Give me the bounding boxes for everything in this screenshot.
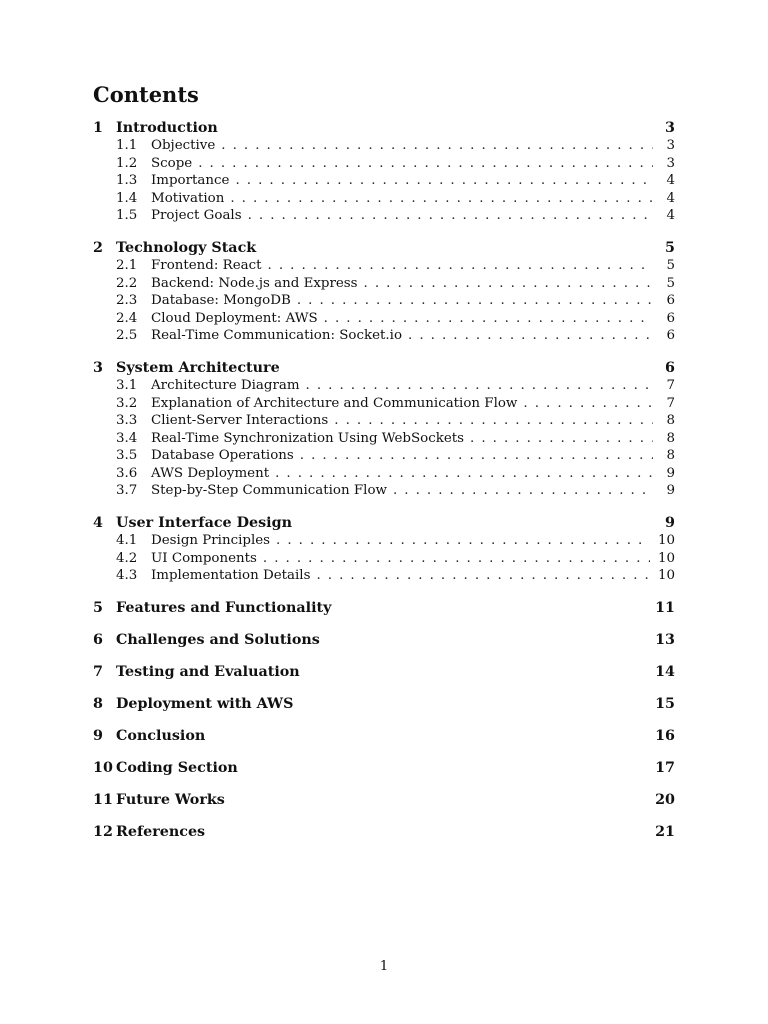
subsection-page: 9 bbox=[666, 483, 675, 498]
dot-leader bbox=[275, 466, 653, 481]
toc-subsection-1-1[interactable] bbox=[93, 138, 675, 155]
subsection-number: 1.4 bbox=[116, 191, 138, 206]
toc-subsection-1-5[interactable] bbox=[93, 208, 675, 225]
dot-leader bbox=[523, 396, 653, 411]
section-number: 2 bbox=[93, 240, 103, 256]
dot-leader bbox=[268, 258, 653, 273]
toc-section-3[interactable] bbox=[93, 360, 675, 377]
section-page: 20 bbox=[655, 792, 675, 808]
toc-subsection-2-4[interactable] bbox=[93, 311, 675, 328]
subsection-page: 5 bbox=[666, 258, 675, 273]
dot-leader bbox=[334, 413, 653, 428]
section-title: Coding Section bbox=[116, 760, 238, 776]
subsection-page: 10 bbox=[657, 568, 675, 583]
dot-leader bbox=[248, 208, 653, 223]
toc-subsection-1-3[interactable] bbox=[93, 173, 675, 190]
dot-leader bbox=[230, 191, 653, 206]
subsection-number: 2.5 bbox=[116, 328, 138, 343]
subsection-title: Design Principles bbox=[151, 533, 271, 548]
subsection-title: UI Components bbox=[151, 551, 257, 566]
subsection-number: 3.7 bbox=[116, 483, 138, 498]
subsection-number: 1.2 bbox=[116, 156, 138, 171]
subsection-page: 7 bbox=[666, 396, 675, 411]
subsection-page: 9 bbox=[666, 466, 675, 481]
dot-leader bbox=[198, 156, 653, 171]
section-number: 10 bbox=[93, 760, 113, 776]
toc-subsection-3-1[interactable] bbox=[93, 378, 675, 395]
toc-section-6[interactable] bbox=[93, 632, 675, 649]
subsection-number: 3.3 bbox=[116, 413, 138, 428]
subsection-page: 6 bbox=[666, 293, 675, 308]
dot-leader bbox=[306, 378, 653, 393]
section-page: 15 bbox=[655, 696, 675, 712]
subsection-page: 4 bbox=[666, 173, 675, 188]
toc-subsection-4-1[interactable] bbox=[93, 533, 675, 550]
subsection-title: Step-by-Step Communication Flow bbox=[151, 483, 387, 498]
section-title: Technology Stack bbox=[116, 240, 257, 256]
section-number: 8 bbox=[93, 696, 103, 712]
section-title: Deployment with AWS bbox=[116, 696, 294, 712]
subsection-number: 4.1 bbox=[116, 533, 138, 548]
subsection-title: Implementation Details bbox=[151, 568, 311, 583]
dot-leader bbox=[316, 568, 650, 583]
section-page: 11 bbox=[655, 600, 675, 616]
section-page: 6 bbox=[665, 360, 675, 376]
subsection-title: Architecture Diagram bbox=[151, 378, 300, 393]
subsection-page: 6 bbox=[666, 311, 675, 326]
toc-section-2[interactable] bbox=[93, 240, 675, 257]
subsection-title: AWS Deployment bbox=[151, 466, 270, 481]
subsection-page: 8 bbox=[666, 448, 675, 463]
section-number: 1 bbox=[93, 120, 103, 136]
toc-subsection-3-6[interactable] bbox=[93, 466, 675, 483]
section-page: 21 bbox=[655, 824, 675, 840]
section-number: 12 bbox=[93, 824, 113, 840]
subsection-page: 10 bbox=[657, 551, 675, 566]
section-title: Introduction bbox=[116, 120, 218, 136]
subsection-title: Frontend: React bbox=[151, 258, 262, 273]
section-title: Future Works bbox=[116, 792, 225, 808]
subsection-page: 7 bbox=[666, 378, 675, 393]
toc-subsection-3-4[interactable] bbox=[93, 431, 675, 448]
page-title: Contents bbox=[93, 82, 199, 107]
dot-leader bbox=[235, 173, 653, 188]
toc-subsection-4-2[interactable] bbox=[93, 551, 675, 568]
subsection-number: 2.2 bbox=[116, 276, 138, 291]
subsection-page: 6 bbox=[666, 328, 675, 343]
toc-section-9[interactable] bbox=[93, 728, 675, 745]
section-number: 11 bbox=[93, 792, 113, 808]
toc-section-4[interactable] bbox=[93, 515, 675, 532]
subsection-title: Backend: Node.js and Express bbox=[151, 276, 358, 291]
section-title: Testing and Evaluation bbox=[116, 664, 300, 680]
dot-leader bbox=[276, 533, 650, 548]
section-page: 9 bbox=[665, 515, 675, 531]
subsection-title: Importance bbox=[151, 173, 230, 188]
toc-subsection-1-4[interactable] bbox=[93, 191, 675, 208]
dot-leader bbox=[393, 483, 653, 498]
toc-subsection-2-3[interactable] bbox=[93, 293, 675, 310]
section-page: 3 bbox=[665, 120, 675, 136]
subsection-title: Cloud Deployment: AWS bbox=[151, 311, 318, 326]
toc-subsection-3-2[interactable] bbox=[93, 396, 675, 413]
subsection-number: 3.6 bbox=[116, 466, 138, 481]
dot-leader bbox=[263, 551, 650, 566]
subsection-page: 3 bbox=[666, 138, 675, 153]
dot-leader bbox=[470, 431, 653, 446]
subsection-title: Explanation of Architecture and Communication Flow bbox=[151, 396, 518, 411]
subsection-number: 2.3 bbox=[116, 293, 138, 308]
toc-section-11[interactable] bbox=[93, 792, 675, 809]
subsection-page: 8 bbox=[666, 413, 675, 428]
subsection-number: 3.4 bbox=[116, 431, 138, 446]
page-number: 1 bbox=[379, 959, 389, 974]
subsection-number: 4.2 bbox=[116, 551, 138, 566]
subsection-title: Real-Time Communication: Socket.io bbox=[151, 328, 403, 343]
subsection-page: 3 bbox=[666, 156, 675, 171]
dot-leader bbox=[300, 448, 653, 463]
subsection-title: Scope bbox=[151, 156, 193, 171]
toc-section-12[interactable] bbox=[93, 824, 675, 841]
dot-leader bbox=[408, 328, 653, 343]
section-number: 4 bbox=[93, 515, 103, 531]
toc-section-1[interactable] bbox=[93, 120, 675, 137]
subsection-page: 8 bbox=[666, 431, 675, 446]
subsection-number: 2.1 bbox=[116, 258, 138, 273]
section-number: 9 bbox=[93, 728, 103, 744]
subsection-title: Database Operations bbox=[151, 448, 294, 463]
dot-leader bbox=[364, 276, 653, 291]
subsection-title: Client-Server Interactions bbox=[151, 413, 329, 428]
subsection-page: 10 bbox=[657, 533, 675, 548]
section-page: 5 bbox=[665, 240, 675, 256]
toc-subsection-3-7[interactable] bbox=[93, 483, 675, 500]
subsection-number: 3.2 bbox=[116, 396, 138, 411]
section-title: System Architecture bbox=[116, 360, 280, 376]
subsection-number: 1.1 bbox=[116, 138, 138, 153]
subsection-number: 4.3 bbox=[116, 568, 138, 583]
toc-subsection-3-5[interactable] bbox=[93, 448, 675, 465]
toc-subsection-1-2[interactable] bbox=[93, 156, 675, 173]
toc-section-8[interactable] bbox=[93, 696, 675, 713]
toc-subsection-2-5[interactable] bbox=[93, 328, 675, 345]
subsection-title: Database: MongoDB bbox=[151, 293, 291, 308]
section-page: 17 bbox=[655, 760, 675, 776]
section-title: Features and Functionality bbox=[116, 600, 332, 616]
section-number: 6 bbox=[93, 632, 103, 648]
toc-subsection-4-3[interactable] bbox=[93, 568, 675, 585]
section-title: Challenges and Solutions bbox=[116, 632, 320, 648]
subsection-number: 2.4 bbox=[116, 311, 138, 326]
toc-section-5[interactable] bbox=[93, 600, 675, 617]
subsection-title: Project Goals bbox=[151, 208, 242, 223]
subsection-number: 1.3 bbox=[116, 173, 138, 188]
section-number: 3 bbox=[93, 360, 103, 376]
section-page: 13 bbox=[655, 632, 675, 648]
subsection-page: 5 bbox=[666, 276, 675, 291]
subsection-title: Real-Time Synchronization Using WebSockets bbox=[151, 431, 464, 446]
dot-leader bbox=[324, 311, 653, 326]
section-number: 5 bbox=[93, 600, 103, 616]
subsection-number: 1.5 bbox=[116, 208, 138, 223]
section-page: 14 bbox=[655, 664, 675, 680]
toc-section-7[interactable] bbox=[93, 664, 675, 681]
section-title: User Interface Design bbox=[116, 515, 292, 531]
section-title: Conclusion bbox=[116, 728, 206, 744]
subsection-title: Motivation bbox=[151, 191, 225, 206]
section-title: References bbox=[116, 824, 206, 840]
subsection-page: 4 bbox=[666, 191, 675, 206]
toc-section-10[interactable] bbox=[93, 760, 675, 777]
section-number: 7 bbox=[93, 664, 103, 680]
dot-leader bbox=[221, 138, 653, 153]
dot-leader bbox=[297, 293, 653, 308]
toc-subsection-2-2[interactable] bbox=[93, 276, 675, 293]
toc-subsection-2-1[interactable] bbox=[93, 258, 675, 275]
subsection-number: 3.1 bbox=[116, 378, 138, 393]
subsection-title: Objective bbox=[151, 138, 216, 153]
subsection-page: 4 bbox=[666, 208, 675, 223]
subsection-number: 3.5 bbox=[116, 448, 138, 463]
section-page: 16 bbox=[655, 728, 675, 744]
toc-subsection-3-3[interactable] bbox=[93, 413, 675, 430]
